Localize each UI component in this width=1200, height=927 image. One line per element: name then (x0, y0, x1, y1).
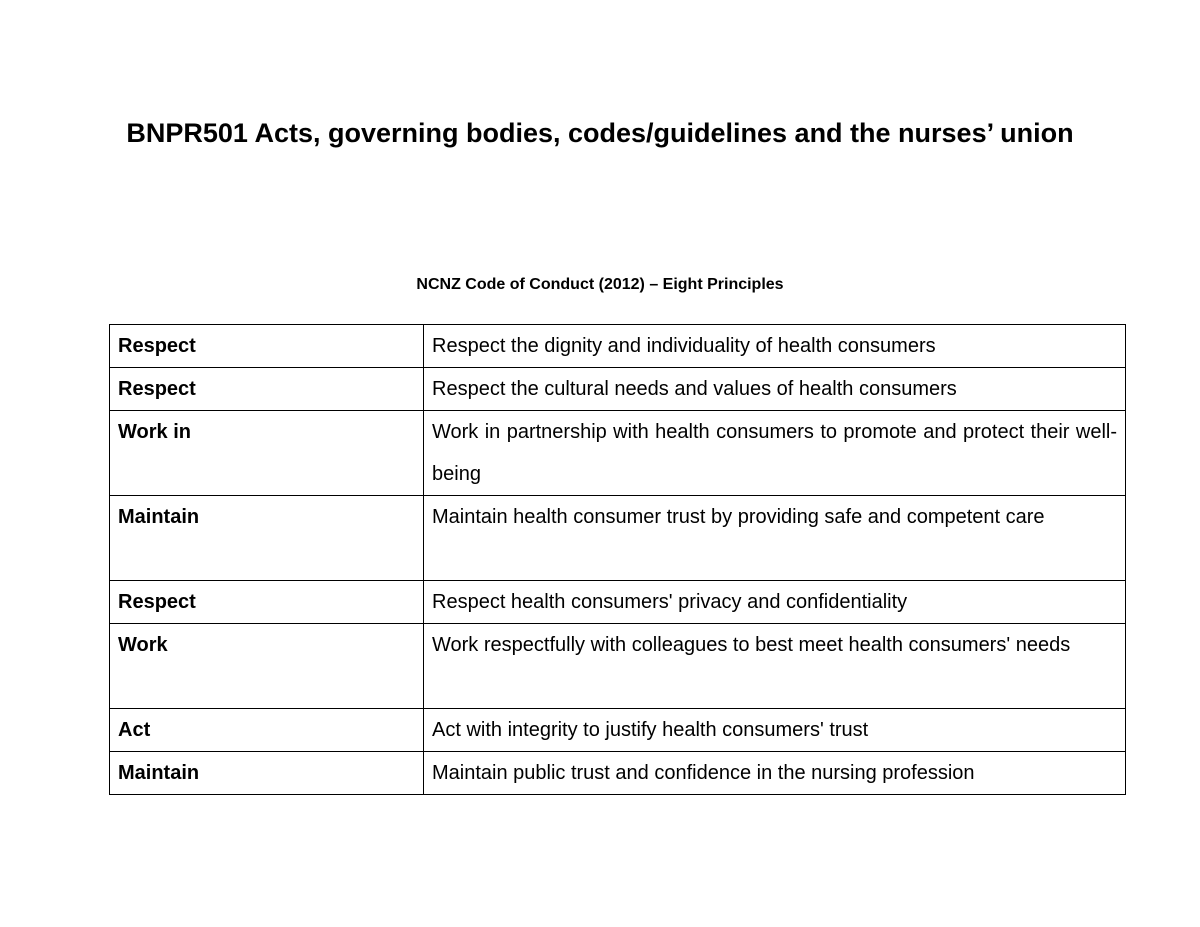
principle-keyword: Act (110, 709, 424, 752)
principle-keyword: Work (110, 624, 424, 709)
principles-table (109, 324, 1126, 795)
table-row (110, 752, 1126, 795)
principle-text: Work respectfully with colleagues to best meet health consumers' needs (424, 624, 1126, 709)
table-row (110, 709, 1126, 752)
principle-text: Maintain public trust and confidence in the nursing profession (424, 752, 1126, 795)
table-row (110, 411, 1126, 496)
principle-text: Respect the dignity and individuality of health consumers (424, 325, 1126, 368)
document-title: BNPR501 Acts, governing bodies, codes/guidelines and the nurses’ union (126, 118, 1074, 148)
principle-text: Respect the cultural needs and values of health consumers (424, 368, 1126, 411)
principle-text: Work in partnership with health consumers to promote and protect their well-being (424, 411, 1126, 496)
table-row (110, 624, 1126, 709)
table-row (110, 581, 1126, 624)
principle-keyword: Maintain (110, 496, 424, 581)
principle-keyword: Respect (110, 581, 424, 624)
principle-keyword: Respect (110, 325, 424, 368)
table-caption: NCNZ Code of Conduct (2012) – Eight Principles (416, 276, 784, 293)
table-row (110, 325, 1126, 368)
principle-text: Act with integrity to justify health consumers' trust (424, 709, 1126, 752)
table-row (110, 496, 1126, 581)
table-row (110, 368, 1126, 411)
principle-keyword: Maintain (110, 752, 424, 795)
principle-keyword: Respect (110, 368, 424, 411)
principle-text: Respect health consumers' privacy and confidentiality (424, 581, 1126, 624)
principle-keyword: Work in (110, 411, 424, 496)
principle-text: Maintain health consumer trust by providing safe and competent care (424, 496, 1126, 581)
